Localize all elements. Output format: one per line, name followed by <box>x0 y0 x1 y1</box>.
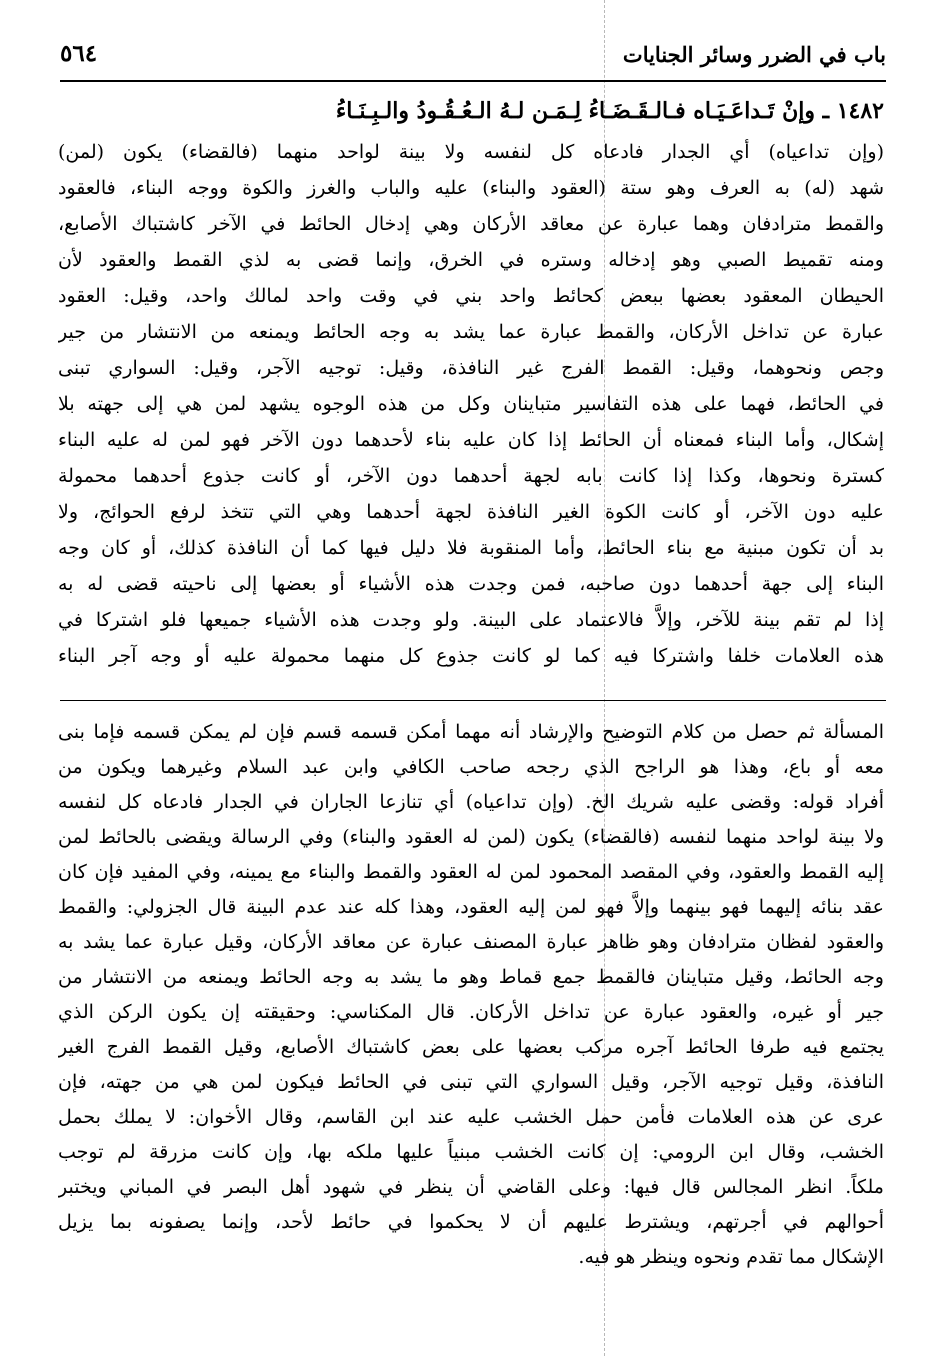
footnote-line: ملكاً. انظر المجالس قال فيها: وعلى القاضي أن ينظر في شهود أهل البصر في المباني ويختبر <box>58 1176 884 1198</box>
commentary-body <box>58 134 884 674</box>
footnote-line: يجتمع فيه طرفا الحائط آجره مركب بعضها على بعض كاشتباك الأصابع، وقيل القمط الفرج الغير <box>58 1036 884 1058</box>
verse-line: ١٤٨٢ ـ وإنْ تَـداعَـيَـاه فـالـقَـضَـاءُ لِـمَـن لـهُ الـعُـقُـودُ والـبِـنَـاءُ <box>335 98 884 124</box>
footnote-line: النافذة، وقيل توجيه الآجر، وقيل السواري التي تبنى في الحائط فيكون لمن هي من جهته، فإن <box>58 1071 884 1093</box>
footnote-separator <box>60 700 886 701</box>
footnote-line: أفراد قوله: وقضى عليه شريك الخ. (وإن تداعياه) أي تنازعا الجاران في الجدار فادعاه كل لنفسه <box>58 791 884 813</box>
page-header <box>60 34 886 82</box>
footnote-line: والعقود لفظان مترادفان وهو ظاهر عبارة المصنف عبارة عن معاقد الأركان، وقيل عبارة عما يشد به <box>58 931 884 953</box>
commentary-line: عليه دون الآخر، أو كانت الكوة الغير النافذة لجهة أحدهما وهي التي تتخذ لرفع الحوائج، ولا <box>58 501 884 523</box>
commentary-line: شهد (له) به العرف وهو ستة (العقود والبناء) عليه والباب والغرز والكوة ووجه البناء، فالعقود <box>58 177 884 199</box>
commentary-line: والقمط مترادفان وهما عبارة عن معاقد الأركان وهي إدخال الحائط في الآخر كاشتباك الأصابع، <box>58 213 884 235</box>
commentary-line: وجص ونحوهما، وقيل: القمط الفرج غير النافذة، وقيل: توجيه الآجر، وقيل: السواري تبنى <box>58 357 884 379</box>
commentary-line: إشكال، وأما البناء فمعناه أن الحائط إذا كان عليه بناء لأحدهما دون الآخر فهو لمن له عليه البناء <box>58 429 884 451</box>
commentary-line: عبارة عن تداخل الأركان، والقمط عبارة عما يشد به وجه الحائط ويمنعه من الانتشار من جير <box>58 321 884 343</box>
chapter-title: باب في الضرر وسائر الجنايات <box>622 42 886 67</box>
footnote-line: ولا بينة لواحد منهما لنفسه (فالقضاء) يكون (لمن له العقود والبناء) وفي الرسالة ويقضى بالحائط لمن <box>58 826 884 848</box>
commentary-line: كسترة ونحوها، وكذا إذا كانت بابه لجهة أحدهما دون الآخر، أو كانت جذوع أحدهما محمولة <box>58 465 884 487</box>
footnote-line: عرى عن هذه العلامات فأمن حمل الخشب عليه عند ابن القاسم، وقال الأخوان: لا يملك بحمل <box>58 1106 884 1128</box>
footnote-line: إليه القمط والعقود، وفي المقصد المحمود لمن له العقود والقمط والبناء مع يمينه، وفي المفيد فإن كان <box>58 861 884 883</box>
footnote-body <box>58 715 884 1275</box>
footnote-line: جير أو غيره، والعقود عبارة عن تداخل الأركان. قال المكناسي: وحقيقته إن يكون الركن الذي <box>58 1001 884 1023</box>
commentary-line: (وإن تداعياه) أي الجدار فادعاه كل لنفسه ولا بينة لواحد منهما (فالقضاء) يكون (لمن) <box>58 141 884 163</box>
footnote-line: المسألة ثم حصل من كلام التوضيح والإرشاد أنه مهما أمكن قسمه قسم فإن لم يمكن قسمه فإما بنى <box>58 721 884 743</box>
footnote-line: معه أو باع، وهذا هو الراجح الذي رجحه صاحب الكافي وابن عبد السلام وغيرهما ويكون من <box>58 756 884 778</box>
commentary-line: هذه العلامات خلفا واشتركا فيه كما لو كانت جذوع كل منهما محمولة عليه أو وجه آجر البناء <box>58 645 884 667</box>
commentary-line: الحيطان المعقود بعضها ببعض كحائط واحد بني في وقت واحد لمالك واحد، وقيل: العقود <box>58 285 884 307</box>
commentary-line: في الحائط، فهما على هذه التفاسير متباينان وكل من هذه الوجوه يشهد لمن هي إلى جهته بلا <box>58 393 884 415</box>
commentary-line: ومنه تقميط الصبي وهو إدخاله وستره في الخرق، وإنما قضى به لذي القمط والعقود لأن <box>58 249 884 271</box>
page-number: ٥٦٤ <box>60 40 98 67</box>
footnote-line: الخشب، وقال ابن الرومي: إن كانت الخشب مبنياً عليها ملكه بها، وإن كانت مزرقة لم توجب <box>58 1141 884 1163</box>
commentary-line: إذا لم تقم بينة للآخر، وإلاَّ فالاعتماد على البينة. ولو وجدت هذه الأشياء جميعها فلو اشتركا في <box>58 609 884 631</box>
footnote-line: عقد بنائه إليهما فهو بينهما وإلاَّ فهو لمن إليه العقود، وهذا كله عند عدم البينة قال الجزولي: والقمط <box>58 896 884 918</box>
footnote-line: وجه الحائط، وقيل متباينان فالقمط جمع قماط وهو ما يشد به وجه الحائط ويمنعه من الانتشار من <box>58 966 884 988</box>
footnote-line: الإشكال مما تقدم ونحوه وينظر هو فيه. <box>578 1246 884 1268</box>
commentary-line: البناء إلى جهة أحدهما دون صاحبه، فمن وجدت هذه الأشياء أو بعضها إلى ناحيته قضى له به <box>58 573 884 595</box>
footnote-line: أحوالهم في أجرتهم، ويشترط عليهم أن لا يحكموا في حائط لأحد، وإنما يصفونه بما يزيل <box>58 1211 884 1233</box>
commentary-line: بد أن تكون مبنية مع بناء الحائط، وأما المنقوبة فلا دليل فيها كما أن النافذة كذلك، أو كان وجه <box>58 537 884 559</box>
